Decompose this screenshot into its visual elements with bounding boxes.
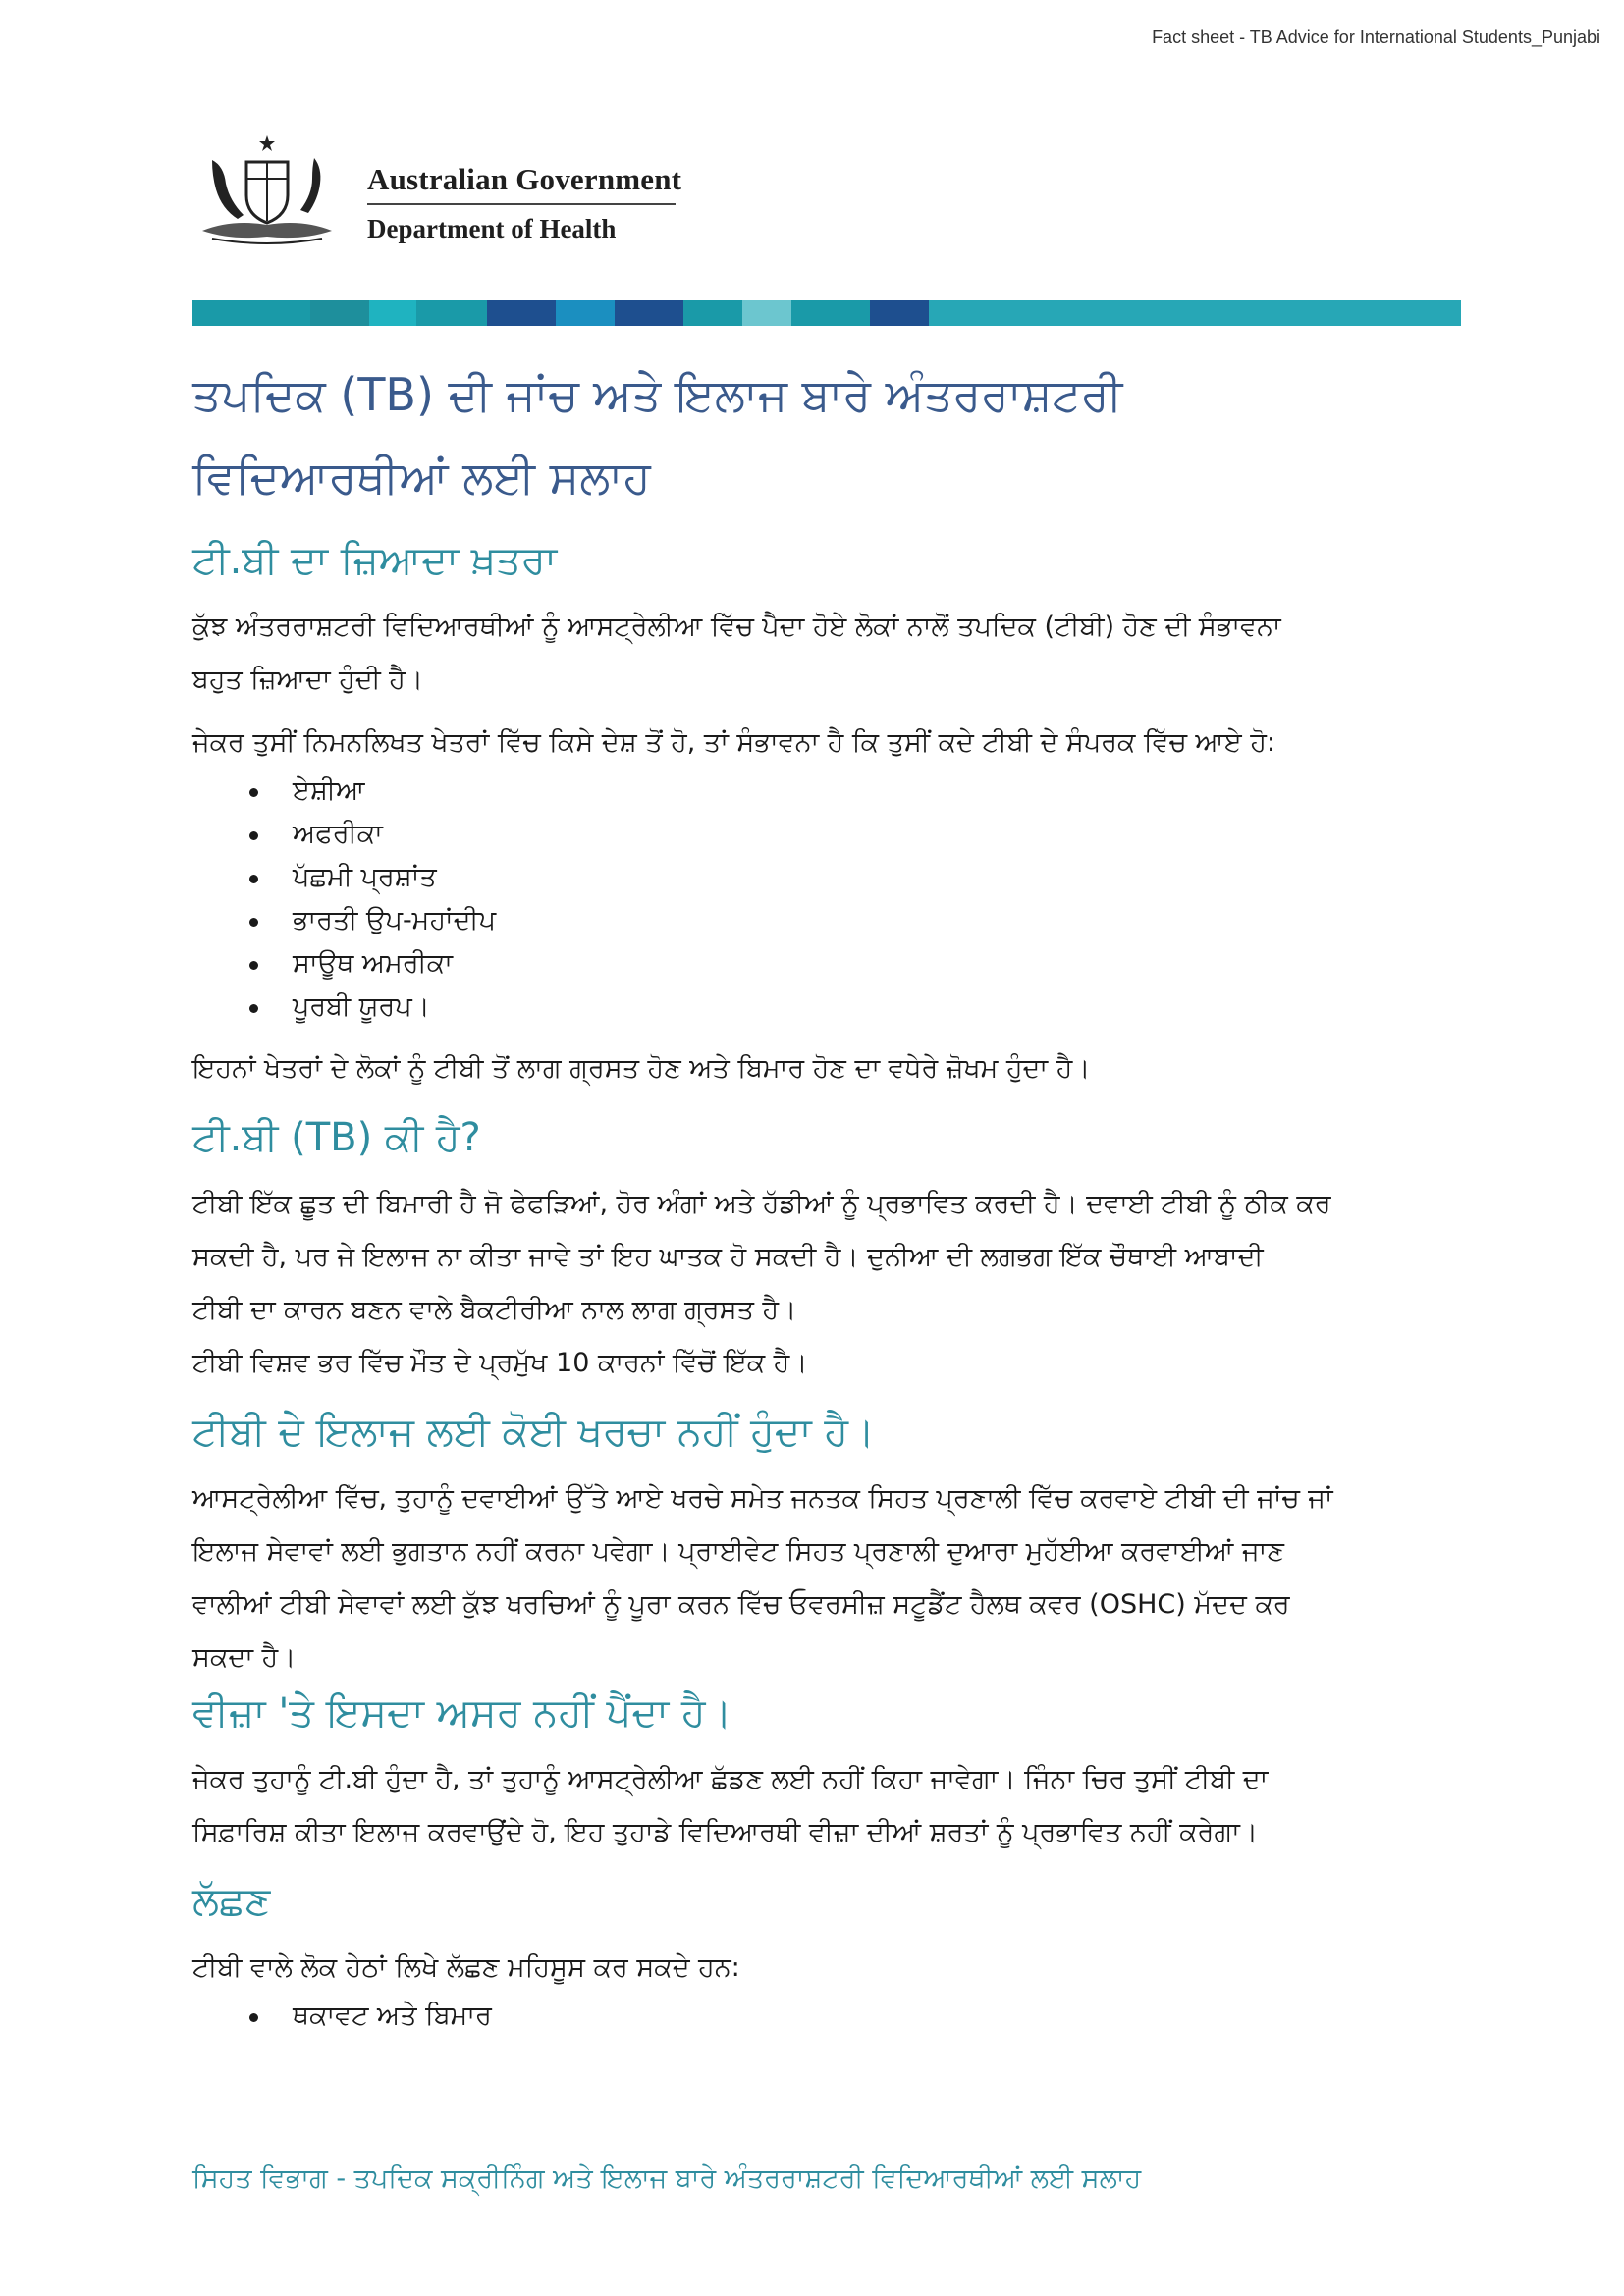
symptoms-list (192, 1995, 1461, 2038)
section-heading-visa: ਵੀਜ਼ਾ 'ਤੇ ਇਸਦਾ ਅਸਰ ਨਹੀਂ ਪੈਂਦਾ ਹੈ। (192, 1690, 732, 1735)
text-line: ਸਕਦੀ ਹੈ, ਪਰ ਜੇ ਇਲਾਜ ਨਾ ਕੀਤਾ ਜਾਵੇ ਤਾਂ ਇਹ ਘਾਤਕ ਹੋ ਸਕਦੀ ਹੈ। ਦੁਨੀਆ ਦੀ ਲਗਭਗ ਇੱਕ ਚੌਥਾਈ ਆਬਾਦੀ (192, 1242, 1264, 1272)
color-bar-segment (192, 300, 310, 326)
bullet-icon (249, 2013, 258, 2022)
text-line: ਜੇਕਰ ਤੁਹਾਨੂੰ ਟੀ.ਬੀ ਹੁੰਦਾ ਹੈ, ਤਾਂ ਤੁਹਾਨੂੰ ਆਸਟ੍ਰੇਲੀਆ ਛੱਡਣ ਲਈ ਨਹੀਂ ਕਿਹਾ ਜਾਵੇਗਾ। ਜਿੰਨਾ ਚਿਰ ਤੁਸੀਂ ਟੀਬੀ ਦਾ (192, 1764, 1269, 1794)
list-item-text: ਥਕਾਵਟ ਅਤੇ ਬਿਮਾਰ (293, 2001, 492, 2031)
list-item-text: ਪੂਰਬੀ ਯੂਰਪ। (293, 991, 430, 1022)
bullet-icon (249, 961, 258, 970)
color-bar-segment (416, 300, 487, 326)
color-bar-segment (487, 300, 556, 326)
color-bar-segment (556, 300, 615, 326)
paragraph-symptoms-intro: ਟੀਬੀ ਵਾਲੇ ਲੋਕ ਹੇਠਾਂ ਲਿਖੇ ਲੱਛਣ ਮਹਿਸੂਸ ਕਰ ਸਕਦੇ ਹਨ: (192, 1952, 740, 1983)
list-item-text: ਪੱਛਮੀ ਪ੍ਰਸ਼ਾਂਤ (293, 862, 437, 892)
text-line: ਸਕਦਾ ਹੈ। (192, 1642, 297, 1673)
paragraph-no-cost (192, 1472, 1461, 1684)
color-bar-segment (369, 300, 416, 326)
text-line: ਆਸਟ੍ਰੇਲੀਆ ਵਿੱਚ, ਤੁਹਾਨੂੰ ਦਵਾਈਆਂ ਉੱਤੇ ਆਏ ਖਰਚੇ ਸਮੇਤ ਜਨਤਕ ਸਿਹਤ ਪ੍ਰਣਾਲੀ ਵਿੱਚ ਕਰਵਾਏ ਟੀਬੀ ਦੀ ਜਾਂਚ ਜਾਂ (192, 1483, 1333, 1514)
text-line: ਕੁੱਝ ਅੰਤਰਰਾਸ਼ਟਰੀ ਵਿਦਿਆਰਥੀਆਂ ਨੂੰ ਆਸਟ੍ਰੇਲੀਆ ਵਿੱਚ ਪੈਦਾ ਹੋਏ ਲੋਕਾਂ ਨਾਲੋਂ ਤਪਦਿਕ (ਟੀਬੀ) ਹੋਣ ਦੀ ਸੰਭਾਵਨਾ (192, 612, 1281, 642)
section-heading-no-cost: ਟੀਬੀ ਦੇ ਇਲਾਜ ਲਈ ਕੋਈ ਖਰਚਾ ਨਹੀਂ ਹੁੰਦਾ ਹੈ। (192, 1410, 875, 1455)
paragraph-visa (192, 1753, 1461, 1859)
bullet-icon (249, 1004, 258, 1013)
government-logo (192, 133, 683, 255)
regions-list (192, 770, 1461, 1029)
header-note: Fact sheet - TB Advice for International Students_Punjabi (1152, 27, 1600, 47)
coat-of-arms-icon (192, 133, 340, 255)
department-name: Department of Health (367, 214, 617, 243)
list-item-text: ਏਸ਼ੀਆ (293, 775, 365, 806)
list-item (192, 1995, 1461, 2038)
color-bar-segment (683, 300, 742, 326)
section-heading-symptoms: ਲੱਛਣ (192, 1879, 271, 1924)
list-item (192, 813, 1461, 856)
color-bar-segment (791, 300, 870, 326)
title-line-1: ਤਪਦਿਕ (TB) ਦੀ ਜਾਂਚ ਅਤੇ ਇਲਾਜ ਬਾਰੇ ਅੰਤਰਰਾਸ਼ਟਰੀ (192, 368, 1123, 421)
paragraph-regions-risk: ਇਹਨਾਂ ਖੇਤਰਾਂ ਦੇ ਲੋਕਾਂ ਨੂੰ ਟੀਬੀ ਤੋਂ ਲਾਗ ਗ੍ਰਸਤ ਹੋਣ ਅਤੇ ਬਿਮਾਰ ਹੋਣ ਦਾ ਵਧੇਰੇ ਜ਼ੋਖਮ ਹੁੰਦਾ ਹੈ। (192, 1053, 1091, 1084)
logo-divider (367, 203, 676, 205)
list-item-text: ਭਾਰਤੀ ਉਪ-ਮਹਾਂਦੀਪ (293, 905, 497, 935)
text-line: ਟੀਬੀ ਇੱਕ ਛੂਤ ਦੀ ਬਿਮਾਰੀ ਹੈ ਜੋ ਫੇਫੜਿਆਂ, ਹੋਰ ਅੰਗਾਂ ਅਤੇ ਹੱਡੀਆਂ ਨੂੰ ਪ੍ਰਭਾਵਿਤ ਕਰਦੀ ਹੈ। ਦਵਾਈ ਟੀਬੀ ਨੂੰ ਠੀਕ ਕਰ (192, 1189, 1331, 1219)
government-name: Australian Government (367, 162, 682, 196)
text-line: ਸਿਫ਼ਾਰਿਸ਼ ਕੀਤਾ ਇਲਾਜ ਕਰਵਾਉਂਦੇ ਹੋ, ਇਹ ਤੁਹਾਡੇ ਵਿਦਿਆਰਥੀ ਵੀਜ਼ਾ ਦੀਆਂ ਸ਼ਰਤਾਂ ਨੂੰ ਪ੍ਰਭਾਵਿਤ ਨਹੀਂ ਕਰੇਗਾ। (192, 1817, 1259, 1847)
bullet-icon (249, 875, 258, 883)
section-heading-what-is-tb: ਟੀ.ਬੀ (TB) ਕੀ ਹੈ? (192, 1115, 481, 1160)
text-line: ਬਹੁਤ ਜ਼ਿਆਦਾ ਹੁੰਦੀ ਹੈ। (192, 665, 424, 695)
color-bar-segment (929, 300, 1461, 326)
color-bar-segment (870, 300, 929, 326)
color-bar-segment (310, 300, 369, 326)
text-line: ਟੀਬੀ ਦਾ ਕਾਰਨ ਬਣਨ ਵਾਲੇ ਬੈਕਟੀਰੀਆ ਨਾਲ ਲਾਗ ਗ੍ਰਸਤ ਹੈ। (192, 1295, 797, 1325)
text-line: ਟੀਬੀ ਵਿਸ਼ਵ ਭਰ ਵਿੱਚ ਮੌਤ ਦੇ ਪ੍ਰਮੁੱਖ 10 ਕਾਰਨਾਂ ਵਿੱਚੋਂ ਇੱਕ ਹੈ। (192, 1348, 808, 1378)
paragraph-regions-intro: ਜੇਕਰ ਤੁਸੀਂ ਨਿਮਨਲਿਖਤ ਖੇਤਰਾਂ ਵਿੱਚ ਕਿਸੇ ਦੇਸ਼ ਤੋਂ ਹੋ, ਤਾਂ ਸੰਭਾਵਨਾ ਹੈ ਕਿ ਤੁਸੀਂ ਕਦੇ ਟੀਬੀ ਦੇ ਸੰਪਰਕ ਵਿੱਚ ਆਏ ਹੋ: (192, 727, 1276, 758)
decorative-color-bar (192, 300, 1461, 326)
page-title (192, 353, 1461, 518)
list-item-text: ਅਫਰੀਕਾ (293, 819, 383, 849)
list-item (192, 856, 1461, 899)
page-footer: ਸਿਹਤ ਵਿਭਾਗ - ਤਪਦਿਕ ਸਕ੍ਰੀਨਿੰਗ ਅਤੇ ਇਲਾਜ ਬਾਰੇ ਅੰਤਰਰਾਸ਼ਟਰੀ ਵਿਦਿਆਰਥੀਆਂ ਲਈ ਸਲਾਹ (192, 2163, 1142, 2194)
list-item (192, 770, 1461, 813)
document-body (192, 353, 1461, 2052)
color-bar-segment (742, 300, 791, 326)
list-item (192, 942, 1461, 986)
paragraph-what-is-tb (192, 1178, 1461, 1390)
color-bar-segment (615, 300, 683, 326)
bullet-icon (249, 831, 258, 840)
list-item (192, 986, 1461, 1029)
text-line: ਵਾਲੀਆਂ ਟੀਬੀ ਸੇਵਾਵਾਂ ਲਈ ਕੁੱਝ ਖਰਚਿਆਂ ਨੂੰ ਪੂਰਾ ਕਰਨ ਵਿੱਚ ਓਵਰਸੀਜ਼ ਸਟੂਡੈਂਟ ਹੈਲਥ ਕਵਰ (OSHC) ਮੱਦਦ ਕਰ (192, 1589, 1290, 1620)
paragraph-high-risk (192, 601, 1461, 707)
section-heading-high-risk: ਟੀ.ਬੀ ਦਾ ਜ਼ਿਆਦਾ ਖ਼ਤਰਾ (192, 538, 558, 583)
text-line: ਇਲਾਜ ਸੇਵਾਵਾਂ ਲਈ ਭੁਗਤਾਨ ਨਹੀਂ ਕਰਨਾ ਪਵੇਗਾ। ਪ੍ਰਾਈਵੇਟ ਸਿਹਤ ਪ੍ਰਣਾਲੀ ਦੁਆਰਾ ਮੁਹੱਈਆ ਕਰਵਾਈਆਂ ਜਾਣ (192, 1536, 1284, 1567)
list-item (192, 899, 1461, 942)
list-item-text: ਸਾਊਥ ਅਮਰੀਕਾ (293, 948, 453, 979)
bullet-icon (249, 918, 258, 927)
title-line-2: ਵਿਦਿਆਰਥੀਆਂ ਲਈ ਸਲਾਹ (192, 451, 651, 504)
bullet-icon (249, 788, 258, 797)
